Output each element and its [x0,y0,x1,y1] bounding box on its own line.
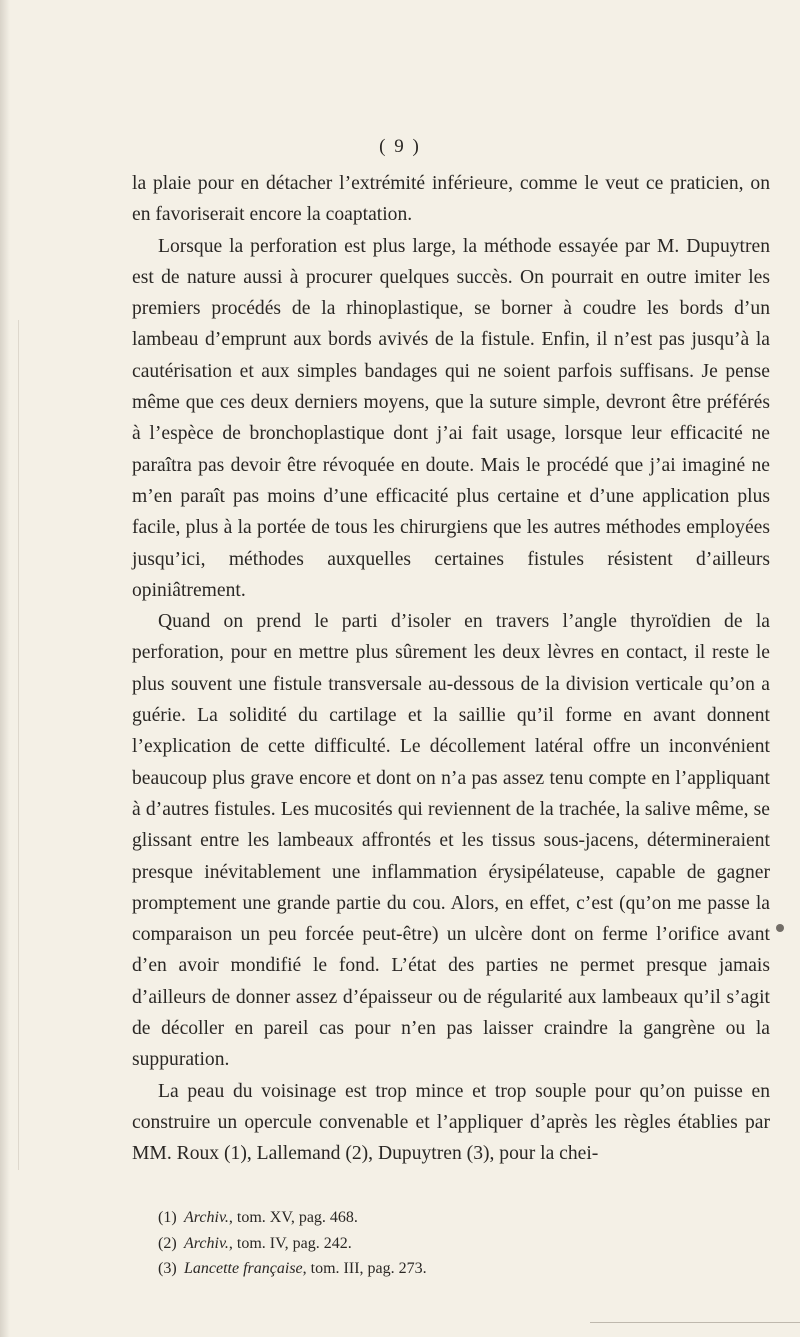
footnote-work: Lancette française [184,1260,303,1277]
footnote-reference: , tom. XV, pag. 468. [228,1209,358,1226]
paragraph-2: Lorsque la perforation est plus large, la méthode essayée par M. Dupuytren est de nature aussi à procurer quelques succès. On pourrait en outre imiter les premiers procédés de la rhinoplastique, se borner à coudre les bords d’un lambeau d’emprunt aux bords avivés de la fistule. Enfin, il n’est pas jusqu’à la cautérisation et aux simples bandages qui ne soient parfois suffisans. Je pense même que ces deux derniers moyens, que la suture simple, devront être préférés à l’espèce de bronchoplastique dont j’ai fait usage, lorsque leur efficacité ne paraîtra pas devoir être révoquée en doute. Mais le procédé que j’ai imaginé ne m’en paraît pas moins d’une efficacité plus certaine et d’une application plus facile, plus à la portée de tous les chirurgiens que les autres méthodes employées jusqu’ici, méthodes auxquelles certaines fistules résistent d’ailleurs opiniâtrement. [132,235,770,601]
page-bottom-edge [590,1322,800,1323]
footnote-2 [158,1231,758,1257]
page-number: ( 9 ) [379,136,421,157]
footnote-marker: (3) [158,1260,177,1277]
footnote-reference: , tom. IV, pag. 242. [228,1234,352,1252]
footnote-work: Archiv. [184,1209,229,1226]
paragraph-3: Quand on prend le parti d’isoler en travers l’angle thyroïdien de la perforation, pour en mettre plus sûrement les deux lèvres en contact, il reste le plus souvent une fistule transversale au-dessous de la division verticale qu’on a guérie. La solidité du cartilage et la saillie qu’il forme en avant donnent l’explication de cette difficulté. Le décollement latéral offre un inconvénient beaucoup plus grave encore et dont on n’a pas assez tenu compte en l’appliquant à d’autres fistules. Les mucosités qui reviennent de la trachée, la salive même, se glissant entre les lambeaux affrontés et les tissus sous-jacens, détermineraient presque inévitablement une inflammation érysipélateuse, capable de gagner promptement une grande partie du cou. Alors, en effet, c’est (qu’on me passe la comparaison un peu forcée peut-être) un ulcère dont on ferme l’orifice avant d’en avoir mondifié le fond. L’état des parties ne permet presque jamais d’ailleurs de donner assez d’épaisseur ou de régularité aux lambeaux qu’il s’agit de décoller en pareil cas pour n’en pas laisser craindre la gangrène ou la suppuration. [132,611,770,1071]
ink-spot [776,924,784,932]
footnote-3 [158,1256,758,1282]
paragraph-4: La peau du voisinage est trop mince et trop souple pour qu’on puisse en construire un opercule convenable et l’appliquer d’après les règles établies par MM. Roux (1), Lallemand (2), Dupuytren (3), pour la chei- [132,1080,770,1165]
footnote-work: Archiv. [184,1234,229,1252]
page-edge-shadow [0,0,10,1337]
paragraph-1: la plaie pour en détacher l’extrémité inférieure, comme le veut ce praticien, on en favoriserait encore la coaptation. [132,173,770,226]
body-text [132,168,770,1170]
footnote-1 [158,1205,758,1231]
footnote-reference: , tom. III, pag. 273. [302,1260,427,1277]
footnotes [158,1205,758,1282]
footnote-marker: (2) [158,1234,177,1252]
footnote-marker: (1) [158,1209,177,1226]
page-fold-line [18,320,19,1170]
